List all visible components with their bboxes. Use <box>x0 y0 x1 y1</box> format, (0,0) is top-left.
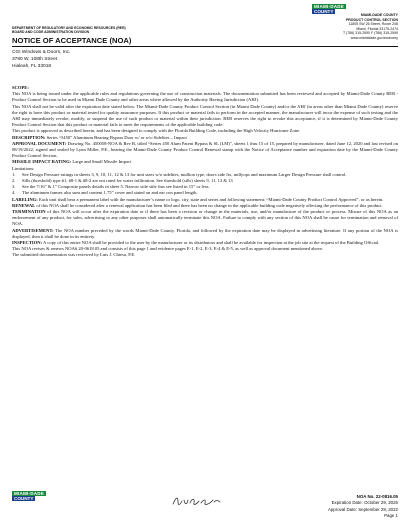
logo-county: COUNTY <box>314 9 334 15</box>
miami-dade-logo <box>312 4 346 14</box>
approval-date: Approval Date: September 29, 2022 <box>327 506 398 512</box>
approval-document-label: APPROVAL DOCUMENT: <box>12 140 67 146</box>
limitation-number: 1. <box>12 171 16 177</box>
scope-paragraph-1-text: This NOA is being issued under the applicable rules and regulations governing the use of construction materials. The documentation submitted has been reviewed and accepted by Miami-Dade County RER - Product Control Section to be used in Miami Dade County and other areas where allowed by the Authority Having Jurisdiction (AHJ). <box>12 91 398 103</box>
termination-label: TERMINATION <box>12 209 46 215</box>
advertisement-text: The NOA number preceded by the words Miami-Dade County, Florida, and followed by the expiration date may be displayed in advertising literature. If any portion of the NOA is displayed, then it shall be done in its entirety. <box>12 227 398 239</box>
logo-name: MIAMI-DADE <box>314 4 345 9</box>
limitation-number: 3. <box>12 184 16 190</box>
termination-paragraph <box>12 209 398 228</box>
noa-body <box>12 85 398 259</box>
noa-number: NOA No. 22-0816.05 <box>356 494 398 499</box>
scope-paragraph-3: This product is approved as described herein, and has been designed to comply with the Florida Building Code, including the High Velocity Hurricane Zone. <box>12 128 301 134</box>
footer-noa-block <box>328 494 398 519</box>
header-web: www.miamidade.gov/economy <box>350 35 398 40</box>
description-text: Series “5450” Aluminum Bearing Bypass Door w/ or w/o Sidelites – Impact <box>46 134 187 140</box>
scope-paragraph-2: This NOA shall not be valid after the expiration date stated below. The Miami-Dade County Product Control Section (in Miami Dade County) and/or the AHJ (in areas other than Miami Dade County) reserve the right to have this product or material tested for quality assurance purposes. If this product or material fails to perform in the accepted manner, the manufacturer will incur the expense of such testing and the AHJ may immediately revoke, modify, or suspend the use of such product or material within their jurisdiction. RER reserves the right to revoke this acceptance, if it is determined by Miami-Dade County Product Control Section that this product or material fails to meet the requirements of the applicable building code. <box>12 103 398 128</box>
missile-impact-label: MISSILE IMPACT RATING: <box>12 159 72 165</box>
addressee <box>12 49 70 71</box>
header-org: MIAMI-DADE COUNTY <box>360 13 398 17</box>
approval-document-paragraph <box>12 141 398 160</box>
company-city: Hialeah, FL 33018 <box>12 64 52 70</box>
inspection-label: INSPECTION: <box>12 240 43 246</box>
missile-impact-text: Large and Small Missile Impact <box>72 159 132 165</box>
limitation-text: See the 7/16” & 1” Composite panels details in sheet 5. Narrow stile stile fins see listed in 15” or less. <box>22 184 210 190</box>
footer-logo-name: MIAMI-DADE <box>14 491 45 496</box>
miami-dade-footer-logo <box>12 491 46 501</box>
page-title: NOTICE OF ACCEPTANCE (NOA) <box>12 36 132 45</box>
header-phone: T (786) 315-2590 F (786) 315-2599 <box>343 31 398 35</box>
header-street: 11805 SW 26 Street, Room 208 <box>348 22 398 26</box>
department-name: DEPARTMENT OF REGULATORY AND ECONOMIC RESOURCES (RER) <box>12 26 126 30</box>
labeling-label: LABELING: <box>12 196 38 202</box>
limitation-number: 2. <box>12 178 16 184</box>
limitation-text: Sills (threshold) type #1, #8-1 & #8-2 are not rated for water infiltration. See threshold (sills) sheets 9, 11, 12 & 13 <box>22 178 233 184</box>
header-section: PRODUCT CONTROL SECTION <box>345 17 398 22</box>
footer-logo-county: COUNTY <box>14 496 34 502</box>
limitation-number: 4. <box>12 190 16 196</box>
advertisement-label: ADVERTISEMENT: <box>12 227 54 233</box>
header-city: Miami, Florida 33175-2474 <box>356 26 398 31</box>
approval-document-text: Drawing No. 450058-NOA & Rev B, titled “Series 450 Alum Patent Bypass & SL (LM)”, sheets 1 thru 15 of 15, prepared by manufacturer, dated June 12, 2020 and last revised on 08/19/2022, signed and sealed by Lynn Miller, P.E., bearing the Miami-Dade County Product Control Renewal stamp with the Notice of Acceptance number and expiration date by the Miami-Dade County Product Control Section. <box>12 140 398 159</box>
renewal-label: RENEWAL <box>12 202 36 208</box>
division-name: BOARD AND CODE ADMINISTRATION DIVISION <box>12 30 90 35</box>
description-label: DESCRIPTION: <box>12 134 46 140</box>
limitations-label: Limitations: <box>12 165 35 171</box>
reviewer-signature <box>170 494 224 508</box>
page-number: Page 1 <box>384 512 398 518</box>
renewal-text: of this NOA shall be considered after a renewal application has been filed and there has been no change in the applicable building code negatively affecting the performance of this product. <box>36 202 383 208</box>
labeling-text: Each unit shall bear a permanent label with the manufacturer’s name or logo, city, state and series and following statement: “Miami-Dade County Product Control Approved”, or as herein. <box>38 196 384 202</box>
termination-text: of this NOA will occur after the expiration date or if there has been a revision or change in the materials, use, and/or manufacture of the product or process. Misuse of this NOA as an endorsement of any product, for sales, advertising or any other purposes shall automatically terminate this NOA. Failure to comply with any section of this NOA shall be cause for termination and removal of NOA. <box>12 209 398 227</box>
department-block <box>12 26 126 34</box>
limitation-text: The aluminum frames also sum and content 1.75” cover and stated on and ear con panel length. <box>22 190 198 196</box>
header-contact-block <box>343 13 398 40</box>
advertisement-paragraph <box>12 228 398 240</box>
reviewer-paragraph: The submitted documentation was reviewed by Luis J. Chiesa, P.E. <box>12 252 136 258</box>
expiration-date: Expiration Date: October 29, 2026 <box>331 500 398 506</box>
limitation-text: See Design Pressure ratings in sheets 3, 9, 10, 11, 12 & 13 for unit sizes w/o sidelites, mullion type, doors side fix, millyops and maximum Larger Design Pressure shall control. <box>22 171 347 177</box>
scope-label: SCOPE: <box>12 85 29 90</box>
inspection-text: A copy of this entire NOA shall be provided to the user by the manufacturer or its distributors and shall be available for inspection at the job site at the request of the Building Official. <box>43 240 380 246</box>
title-divider <box>12 46 398 47</box>
revision-paragraph: This NOA revises & renews NOA# 20-0618.05 and consists of this page 1 and evidence pages E-1, E-2, E-3, E-4 & E-5, as well as approval document mentioned above. <box>12 246 324 252</box>
company-street: 3780 W, 108th Street <box>12 57 58 63</box>
company-name: CGI Windows & Doors, Inc. <box>12 50 71 55</box>
